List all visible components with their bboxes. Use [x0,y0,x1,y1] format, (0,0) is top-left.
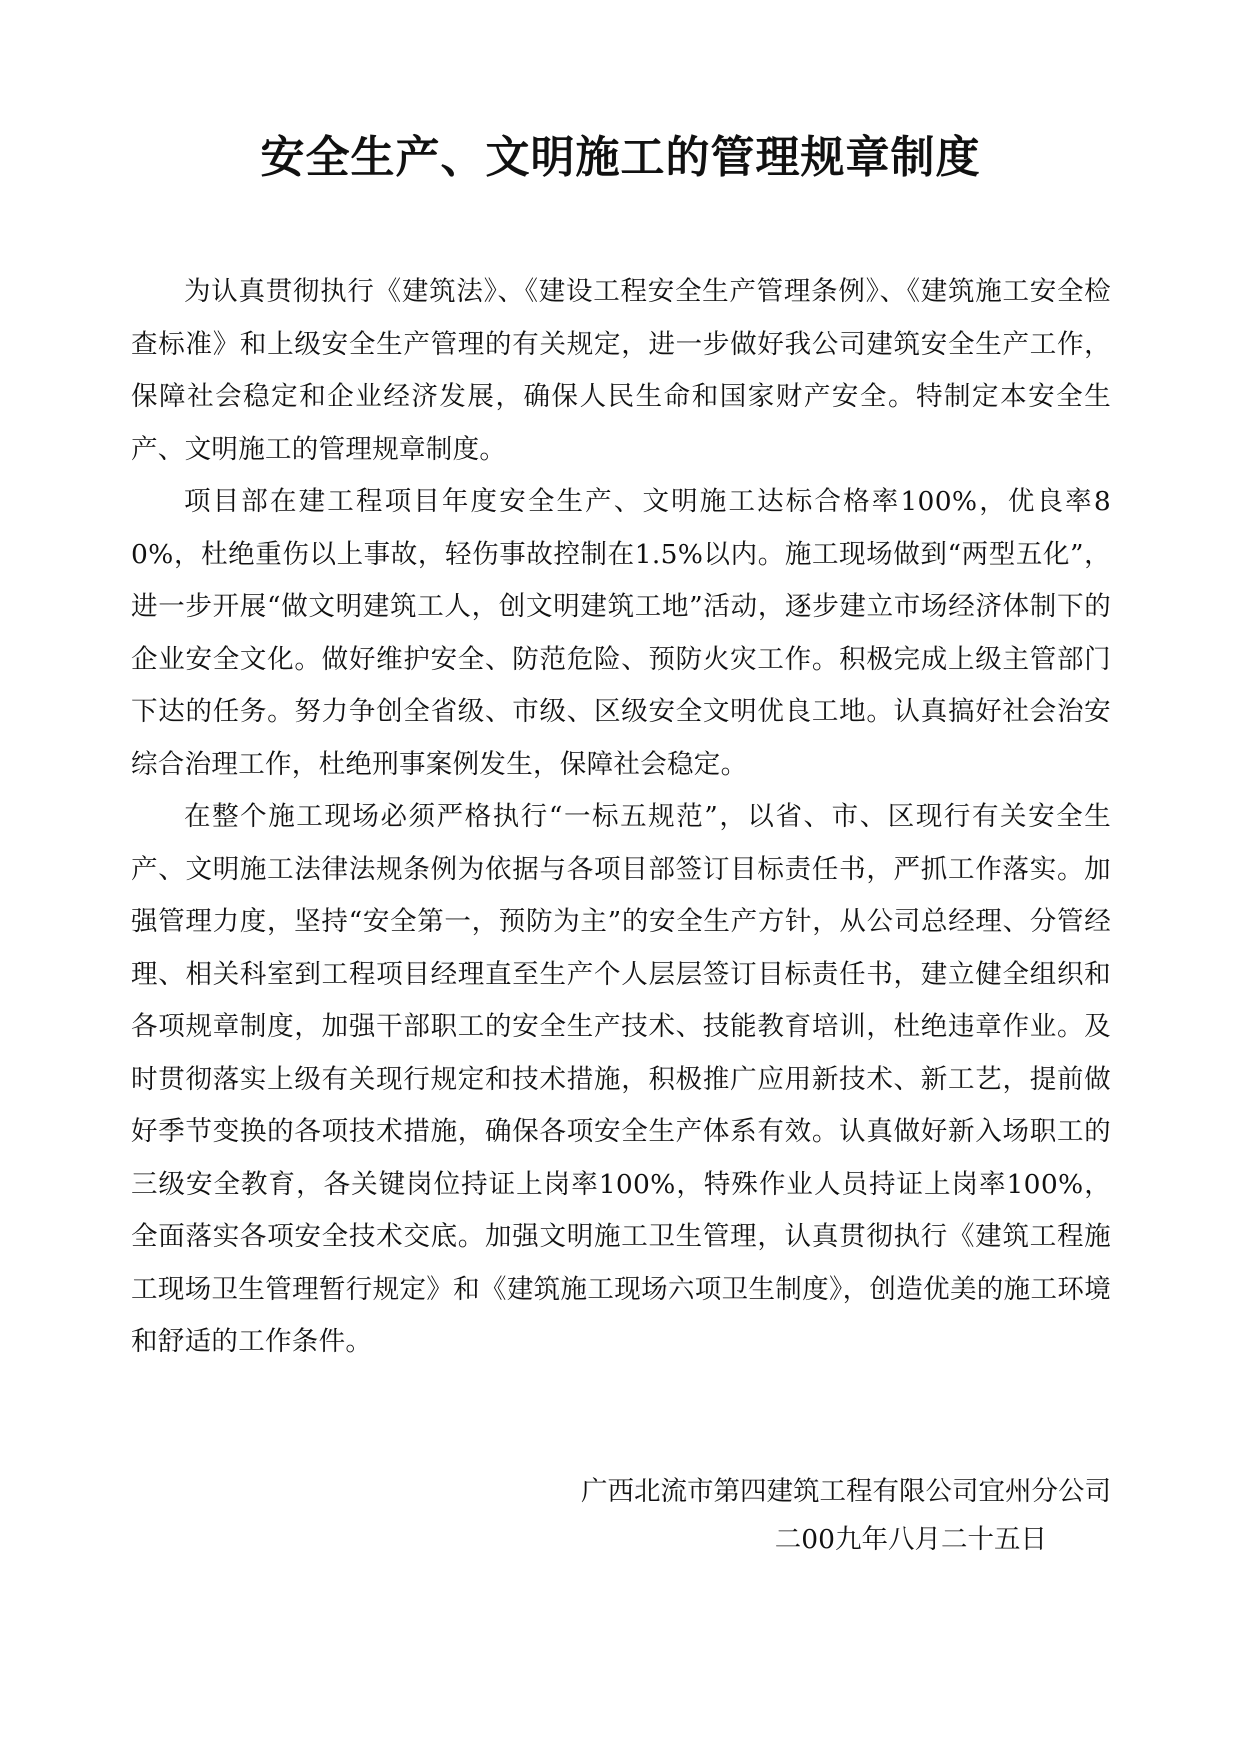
paragraph-intro: 为认真贯彻执行《建筑法》、《建设工程安全生产管理条例》、《建筑施工安全检查标准》和上级安全生产管理的有关规定，进一步做好我公司建筑安全生产工作，保障社会稳定和企业经济发展，确保人民生命和国家财产安全。特制定本安全生产、文明施工的管理规章制度。 [131,276,1111,465]
paragraph-targets: 项目部在建工程项目年度安全生产、文明施工达标合格率100%，优良率80%，杜绝重伤以上事故，轻伤事故控制在1.5%以内。施工现场做到“两型五化”，进一步开展“做文明建筑工人，创文明建筑工地”活动，逐步建立市场经济体制下的企业安全文化。做好维护安全、防范危险、预防火灾工作。积极完成上级主管部门下达的任务。努力争创全省级、市级、区级安全文明优良工地。认真搞好社会治安综合治理工作，杜绝刑事案例发生，保障社会稳定。 [131,486,1111,780]
paragraph-measures: 在整个施工现场必须严格执行“一标五规范”，以省、市、区现行有关安全生产、文明施工法律法规条例为依据与各项目部签订目标责任书，严抓工作落实。加强管理力度，坚持“安全第一，预防为主”的安全生产方针，从公司总经理、分管经理、相关科室到工程项目经理直至生产个人层层签订目标责任书，建立健全组织和各项规章制度，加强干部职工的安全生产技术、技能教育培训，杜绝违章作业。及时贯彻落实上级有关现行规定和技术措施，积极推广应用新技术、新工艺，提前做好季节变换的各项技术措施，确保各项安全生产体系有效。认真做好新入场职工的三级安全教育，各关键岗位持证上岗率100%，特殊作业人员持证上岗率100%，全面落实各项安全技术交底。加强文明施工卫生管理，认真贯彻执行《建筑工程施工现场卫生管理暂行规定》和《建筑施工现场六项卫生制度》，创造优美的施工环境和舒适的工作条件。 [131,801,1111,1357]
signature-company: 广西北流市第四建筑工程有限公司宜州分公司 [581,1476,1111,1507]
document-title: 安全生产、文明施工的管理规章制度 [260,132,981,183]
signature-date: 二00九年八月二十五日 [774,1524,1047,1555]
signature-block [500,1468,1111,1564]
document-body [131,266,1111,1369]
